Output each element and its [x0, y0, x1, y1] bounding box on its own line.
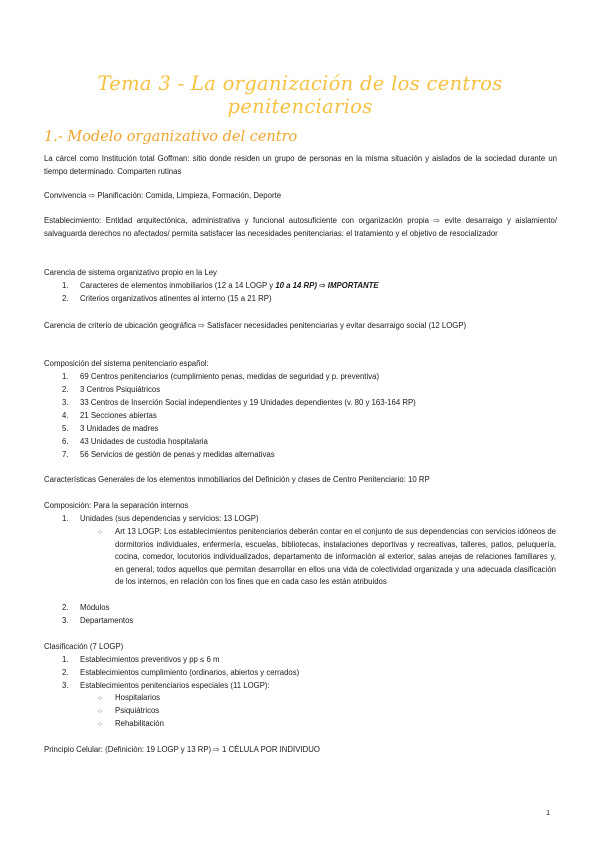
composicion-heading: Composición: Para la separación internos: [44, 501, 189, 510]
list-text: 56 Servicios de gestión de penas y medidas alternativas: [80, 450, 275, 459]
list-item: [62, 397, 556, 410]
list-number: 1.: [62, 514, 69, 523]
sub-list-text: Hospitalarios: [115, 693, 161, 702]
list-item: [62, 436, 556, 449]
circle-bullet-icon: ○: [98, 708, 102, 715]
important-note: 10 a 14 RP) ⇨ IMPORTANTE: [275, 281, 379, 290]
list-number: 3.: [62, 398, 69, 407]
sub-list-item: [98, 692, 556, 706]
document-title: [60, 72, 540, 118]
page-number: 1: [546, 808, 551, 817]
list-item: [62, 449, 556, 462]
composicion-sistema-heading: Composición del sistema penitenciario español:: [44, 359, 209, 368]
list-item: [62, 615, 556, 628]
carencia-heading: Carencia de sistema organizativo propio en la Ley: [44, 268, 217, 277]
list-text: 43 Unidades de custodia hospitalaria: [80, 437, 208, 446]
list-item: [62, 423, 556, 436]
list-text: 3 Centros Psiquiátricos: [80, 385, 161, 394]
list-item: [62, 410, 556, 423]
sub-list-text: Psiquiátricos: [115, 706, 160, 715]
list-text: Criterios organizativos atinentes al interno (15 a 21 RP): [80, 294, 272, 303]
list-text: 3 Unidades de madres: [80, 424, 159, 433]
list-item: [62, 602, 556, 615]
list-number: 1.: [62, 281, 69, 290]
principio-celular-paragraph: Principio Celular: (Definición: 19 LOGP y 13 RP) ⇨ 1 CÉLULA POR INDIVIDUO: [44, 745, 320, 754]
list-item: [62, 280, 556, 293]
list-text: 69 Centros penitenciarios (cumplimiento penas, medidas de seguridad y p. preventiva): [80, 372, 380, 381]
clasificacion-heading: Clasificación (7 LOGP): [44, 642, 124, 651]
section-heading: 1.- Modelo organizativo del centro: [44, 129, 298, 145]
list-number: 2.: [62, 603, 69, 612]
list-text: Módulos: [80, 603, 110, 612]
list-item: [62, 293, 556, 306]
list-number: 7.: [62, 450, 69, 459]
list-text: Establecimientos penitenciarios especiales (11 LOGP):: [80, 681, 270, 690]
list-number: 2.: [62, 385, 69, 394]
sub-list-text: Rehabilitación: [115, 719, 164, 728]
list-number: 2.: [62, 294, 69, 303]
list-text: 33 Centros de Inserción Social independientes y 19 Unidades dependientes (v. 80 y 163-164 RP): [80, 398, 416, 407]
list-number: 3.: [62, 681, 69, 690]
circle-bullet-icon: ○: [98, 695, 102, 702]
list-item: [62, 513, 556, 526]
art13-paragraph: Art 13 LOGP: Los establecimientos penitenciarios deberán contar en el conjunto de sus dependencias con servicios idóneos de dormitorios individuales, enfermería, escuelas, bibliotecas, instalaciones deportivas y recreativas, talleres, patios, peluquería, cocina, comedor, locutorios individualizados, departamento de información al exterior, salas anejas de relaciones familiares y, en general, todos aquellos que permitan desarrollar en ellos una vida de colectividad organizada y una adecuada clasificación de los internos, en relación con los fines que en cada caso les están atribuidos: [115, 527, 556, 587]
list-text: Departamentos: [80, 616, 134, 625]
list-item: [62, 667, 556, 680]
intro-paragraph: La cárcel como Institución total Goffman: sitio donde residen un grupo de personas en la misma situación y aislados de la sociedad durante un tiempo determinado. Comparten rutinas: [44, 154, 557, 176]
list-text: 21 Secciones abiertas: [80, 411, 157, 420]
caracteristicas-paragraph: Características Generales de los elementos inmobiliarios del Definición y clases de Centro Penitenciario: 10 RP: [44, 475, 430, 484]
circle-bullet-icon: ○: [98, 529, 102, 536]
list-number: 5.: [62, 424, 69, 433]
list-item: [62, 384, 556, 397]
list-item: [62, 680, 556, 693]
list-text: Unidades (sus dependencias y servicios: 13 LOGP): [80, 514, 259, 523]
list-number: 4.: [62, 411, 69, 420]
list-item: [62, 371, 556, 384]
list-text: Caracteres de elementos inmobiliarios (12 a 14 LOGP y: [80, 281, 276, 290]
list-number: 1.: [62, 372, 69, 381]
list-number: 1.: [62, 655, 69, 664]
carencia-ubicacion-paragraph: Carencia de criterio de ubicación geográfica ⇨ Satisfacer necesidades penitenciarias y evitar desarraigo social (12 LOGP): [44, 321, 467, 330]
list-text: Establecimientos cumplimiento (ordinarios, abiertos y cerrados): [80, 668, 300, 677]
establecimiento-paragraph: Establecimiento: Entidad arquitectónica, administrativa y funcional autosuficiente con organización propia ⇨ evite desarraigo y aislamiento/ salvaguarda derechos no afectados/ permita satisfacer las necesidades penitenciarias: el tratamiento y el objetivo de resocializador: [44, 216, 557, 238]
list-number: 2.: [62, 668, 69, 677]
sub-list-item: [98, 718, 556, 732]
list-number: 6.: [62, 437, 69, 446]
sub-list-item: [98, 705, 556, 719]
circle-bullet-icon: ○: [98, 721, 102, 728]
list-text: Establecimientos preventivos y pp ≤ 6 m: [80, 655, 220, 664]
convivencia-paragraph: Convivencia ⇨ Planificación: Comida, Limpieza, Formación, Deporte: [44, 191, 282, 200]
list-item: [62, 654, 556, 667]
title-line-2: penitenciarios: [227, 95, 373, 118]
list-number: 3.: [62, 616, 69, 625]
title-line-1: Tema 3 - La organización de los centros: [97, 72, 503, 95]
